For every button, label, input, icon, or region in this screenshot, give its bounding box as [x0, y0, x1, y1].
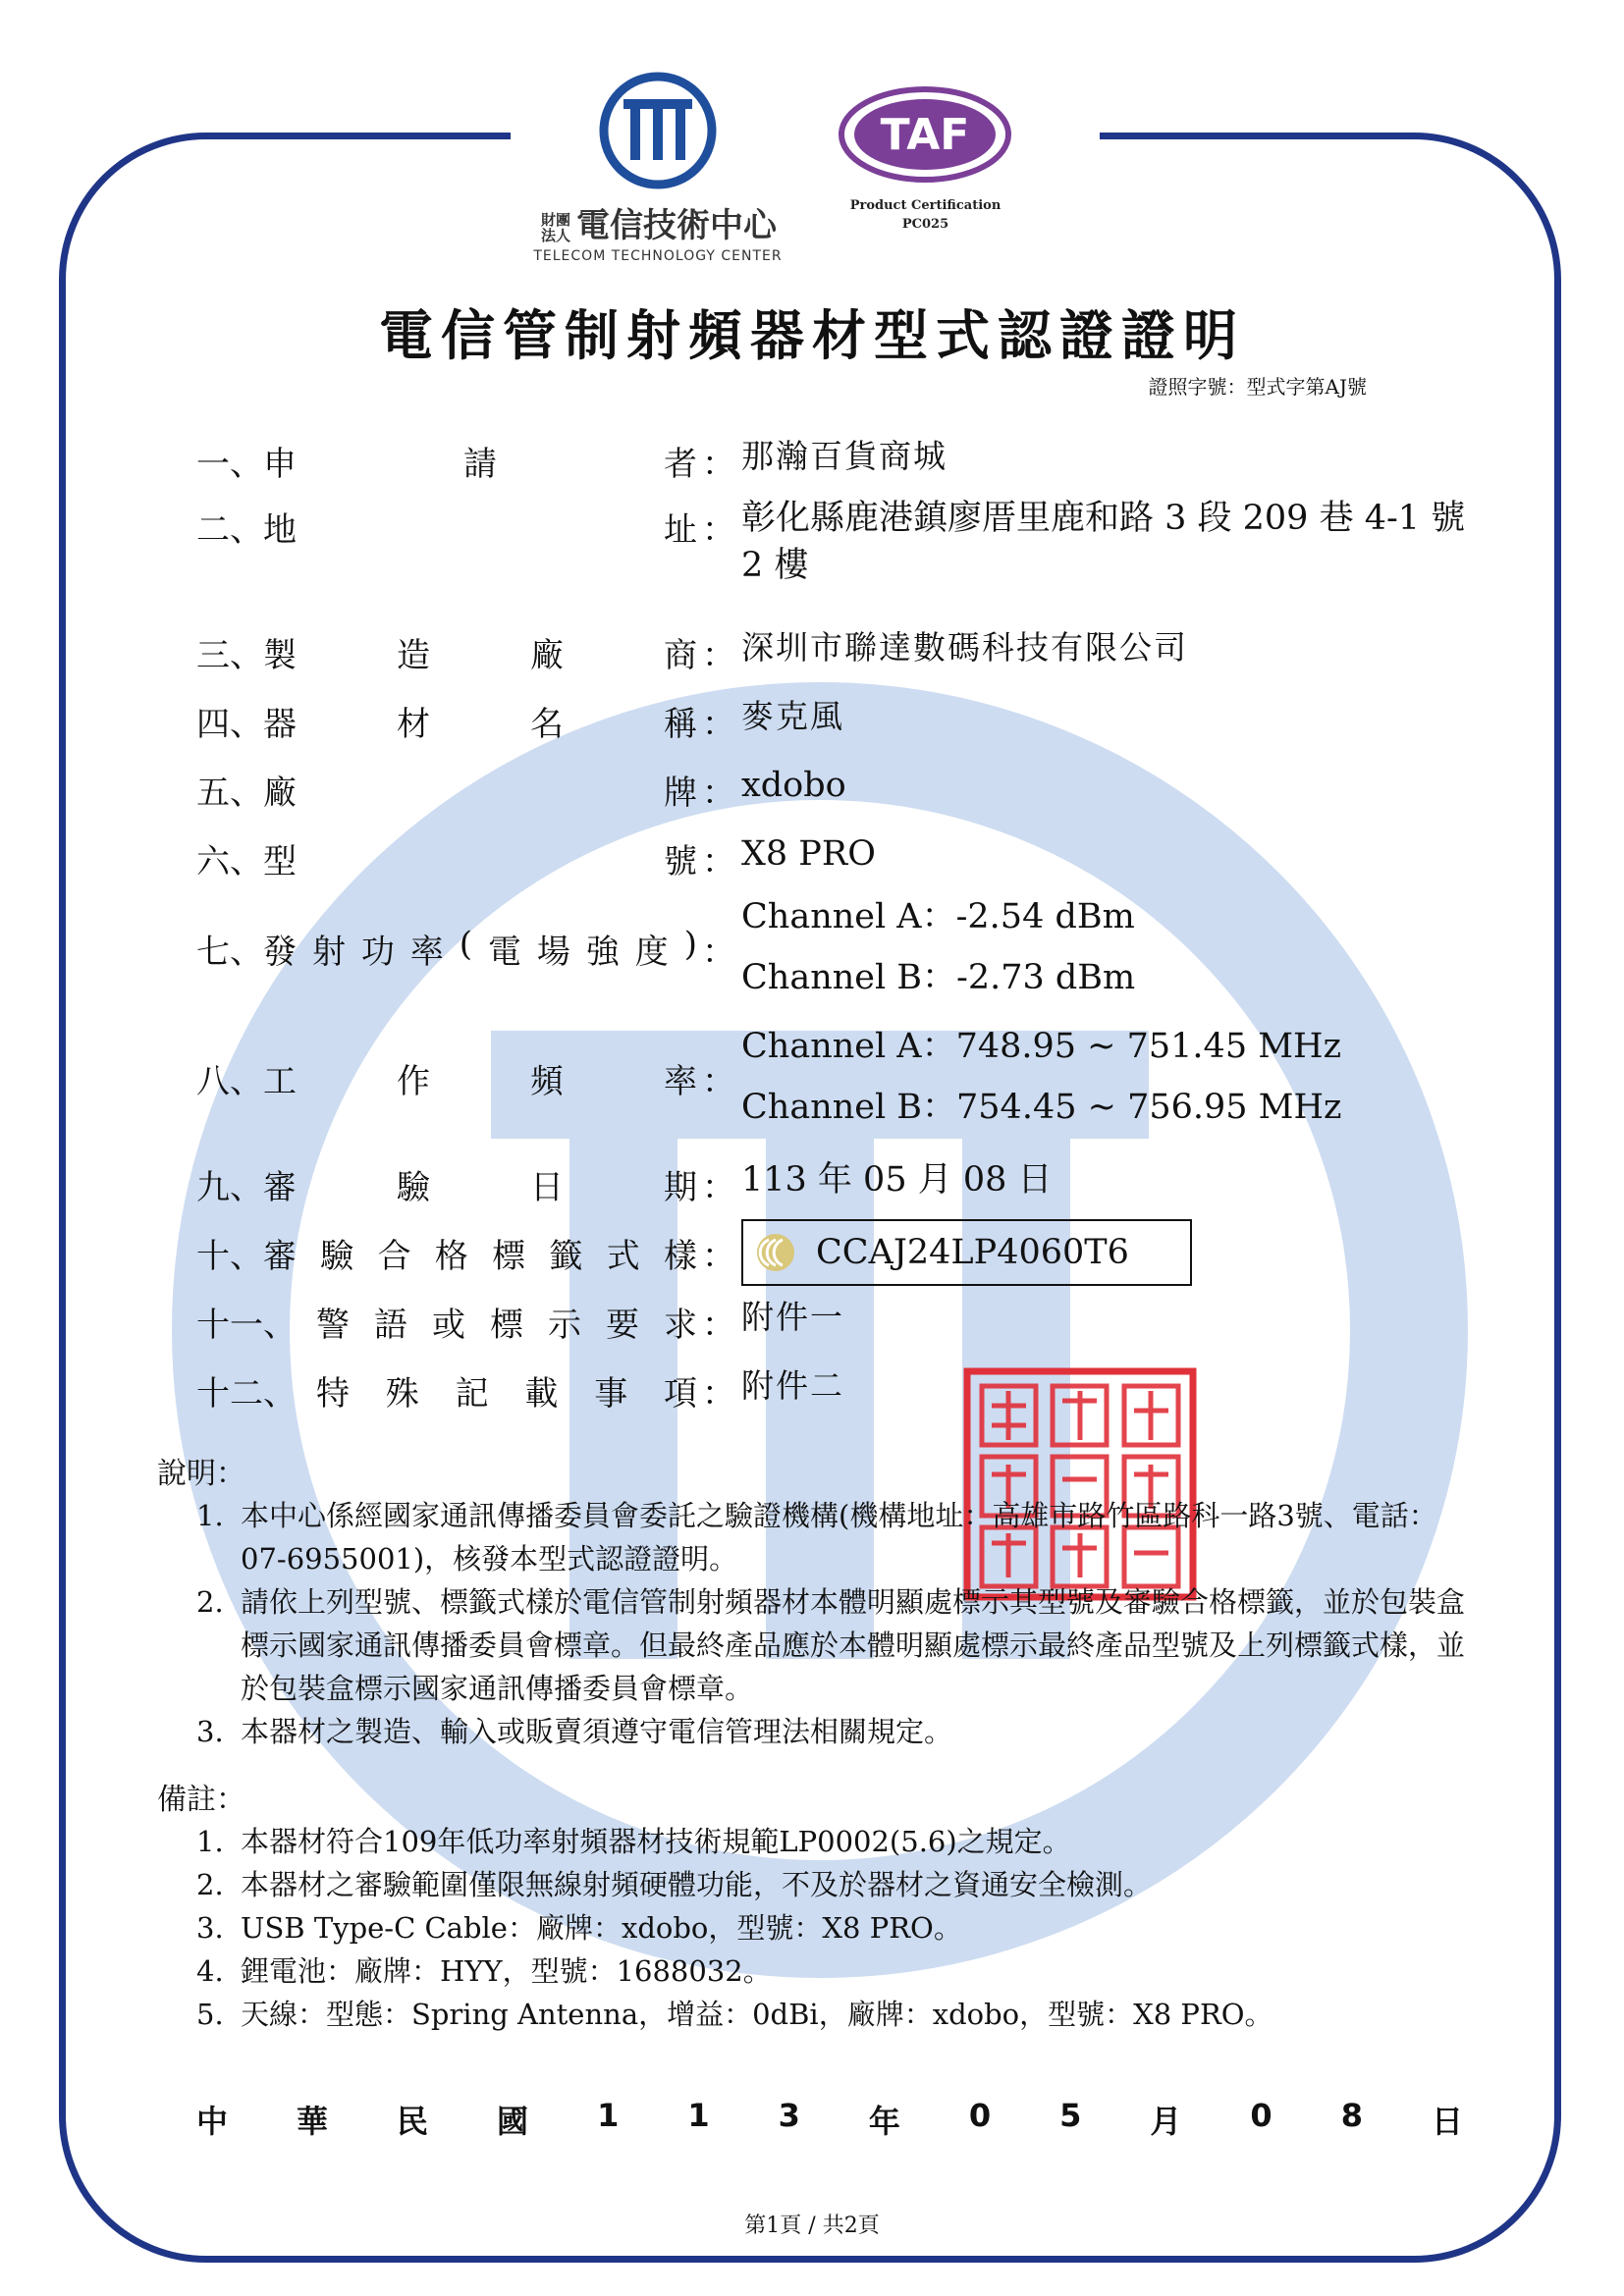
- issue-date-char: 民: [397, 2103, 429, 2140]
- issue-date-char: 3: [778, 2097, 800, 2134]
- field-label: 五、 廠 牌: [196, 774, 697, 813]
- field-value-line2: Channel B：754.45 ~ 756.95 MHz: [741, 1088, 1342, 1127]
- note-text: USB Type-C Cable：廠牌：xdobo，型號：X8 PRO。: [241, 1911, 962, 1945]
- note-text: 本器材之製造、輸入或販賣須遵守電信管理法相關規定。: [241, 1715, 953, 1748]
- note-item: [196, 1906, 1483, 1949]
- taf-caption: Product Certification: [849, 198, 1001, 213]
- svg-text:TAF: TAF: [880, 110, 970, 160]
- ttc-name-en: TELECOM TECHNOLOGY CENTER: [533, 248, 783, 264]
- note-item: [196, 1710, 1483, 1753]
- taf-code: PC025: [901, 217, 949, 232]
- field-colon: ：: [702, 933, 735, 972]
- field-value: 附件二: [741, 1366, 844, 1405]
- field-label: 八、 工 作 頻 率: [196, 1062, 697, 1101]
- note-item: [196, 1820, 1483, 1863]
- issue-date-char: 華: [297, 2103, 329, 2140]
- field-label: 十二、 特 殊 記 載 事 項: [196, 1374, 697, 1414]
- field-colon: ：: [702, 842, 735, 881]
- field-value: xdobo: [741, 766, 846, 805]
- note-number: 3.: [196, 1911, 224, 1945]
- note-text: 鋰電池：廠牌：HYY，型號：1688032。: [241, 1954, 772, 1988]
- note-text: 請依上列型號、標籤式樣於電信管制射頻器材本體明顯處標示其型號及審驗合格標籤，並於包裝盒標示國家通訊傳播委員會標章。但最終產品應於本體明顯處標示最終產品型號及上列標籤式樣，並於包裝盒標示國家通訊傳播委員會標章。: [241, 1585, 1466, 1705]
- note-number: 1.: [196, 1499, 224, 1532]
- issue-date-char: 1: [597, 2097, 620, 2134]
- ncc-mark-icon: [755, 1232, 796, 1273]
- field-colon: ：: [702, 510, 735, 550]
- note-number: 2.: [196, 1868, 224, 1901]
- field-value-line2: Channel B：-2.73 dBm: [741, 958, 1136, 997]
- note-number: 3.: [196, 1715, 224, 1748]
- note-number: 4.: [196, 1954, 224, 1988]
- taf-logo-icon: [835, 83, 1016, 191]
- field-label: 九、 審 驗 日 期: [196, 1168, 697, 1207]
- field-colon: ：: [702, 774, 735, 813]
- field-label: 一、 申 請 者: [196, 445, 697, 484]
- note-item: [196, 1863, 1483, 1906]
- field-label: 七、 發 射 功 率 ( 電 場 強 度 ): [196, 925, 697, 972]
- ttc-name: 電信技術中心: [576, 206, 777, 245]
- note-item: [196, 1949, 1483, 1993]
- note-text: 本中心係經國家通訊傳播委員會委託之驗證機構(機構地址：高雄市路竹區路科一路3號、電話：07-6955001)，核發本型式認證證明。: [241, 1499, 1437, 1575]
- field-value: 麥克風: [741, 697, 844, 735]
- page-number: 第1頁 / 共2頁: [744, 2214, 880, 2238]
- ttc-name-small: 財團法人: [540, 210, 570, 244]
- issue-date-char: 月: [1150, 2103, 1182, 2140]
- note-text: 天線：型態：Spring Antenna，增益：0dBi，廠牌：xdobo，型號：X8 PRO。: [241, 1998, 1273, 2031]
- note-number: 1.: [196, 1825, 224, 1858]
- field-label: 三、 製 造 廠 商: [196, 636, 697, 675]
- issue-date-char: 日: [1431, 2103, 1463, 2140]
- issue-date-char: 中: [196, 2103, 229, 2140]
- issue-date-char: 國: [497, 2103, 529, 2140]
- note-number: 2.: [196, 1585, 224, 1619]
- field-value-line1: Channel A：748.95 ~ 751.45 MHz: [741, 1027, 1342, 1066]
- issue-date-char: 5: [1059, 2097, 1082, 2134]
- issue-date-char: 0: [1250, 2097, 1272, 2134]
- remarks-heading: 備註：: [157, 1783, 245, 1817]
- note-item: [196, 1580, 1483, 1710]
- field-value-line1: Channel A：-2.54 dBm: [741, 897, 1135, 936]
- explanation-heading: 說明：: [157, 1457, 245, 1491]
- issue-date: [196, 2097, 1463, 2142]
- approval-label-sample: [741, 1219, 1192, 1286]
- ttc-logo: [511, 67, 805, 263]
- issue-date-char: 年: [868, 2103, 900, 2140]
- field-colon: ：: [702, 1237, 735, 1276]
- issue-date-char: 8: [1340, 2097, 1363, 2134]
- note-text: 本器材之審驗範圍僅限無線射頻硬體功能，不及於器材之資通安全檢測。: [241, 1868, 1153, 1901]
- field-label: 二、 地 址: [196, 510, 697, 550]
- field-label: 十、 審 驗 合 格 標 籤 式 樣: [196, 1237, 697, 1276]
- issue-date-char: 0: [968, 2097, 992, 2134]
- field-value: X8 PRO: [741, 834, 876, 874]
- field-colon: ：: [702, 1062, 735, 1101]
- field-colon: ：: [702, 1306, 735, 1345]
- note-item: [196, 1494, 1483, 1580]
- note-item: [196, 1993, 1483, 2036]
- document-title: 電信管制射頻器材型式認證證明: [378, 304, 1245, 367]
- field-value: 113 年 05 月 08 日: [741, 1160, 1053, 1200]
- field-label: 十一、 警 語 或 標 示 要 求: [196, 1306, 697, 1345]
- field-colon: ：: [702, 445, 735, 484]
- taf-logo: [835, 83, 1016, 233]
- field-label: 四、 器 材 名 稱: [196, 705, 697, 744]
- approval-label-code: CCAJ24LP4060T6: [816, 1233, 1129, 1272]
- field-label: 六、 型 號: [196, 842, 697, 881]
- field-colon: ：: [702, 705, 735, 744]
- field-value: 彰化縣鹿港鎮廖厝里鹿和路 3 段 209 巷 4-1 號 2 樓: [741, 499, 1466, 585]
- reference-number: 證照字號：型式字第AJ號: [1148, 375, 1367, 399]
- field-value: 那瀚百貨商城: [741, 437, 947, 475]
- field-colon: ：: [702, 1374, 735, 1414]
- note-number: 5.: [196, 1998, 224, 2031]
- ttc-logo-icon: [594, 67, 722, 194]
- issue-date-char: 1: [687, 2097, 710, 2134]
- field-colon: ：: [702, 636, 735, 675]
- field-value: 附件一: [741, 1298, 844, 1336]
- note-text: 本器材符合109年低功率射頻器材技術規範LP0002(5.6)之規定。: [241, 1825, 1071, 1858]
- field-value: 深圳市聯達數碼科技有限公司: [741, 628, 1188, 667]
- field-colon: ：: [702, 1168, 735, 1207]
